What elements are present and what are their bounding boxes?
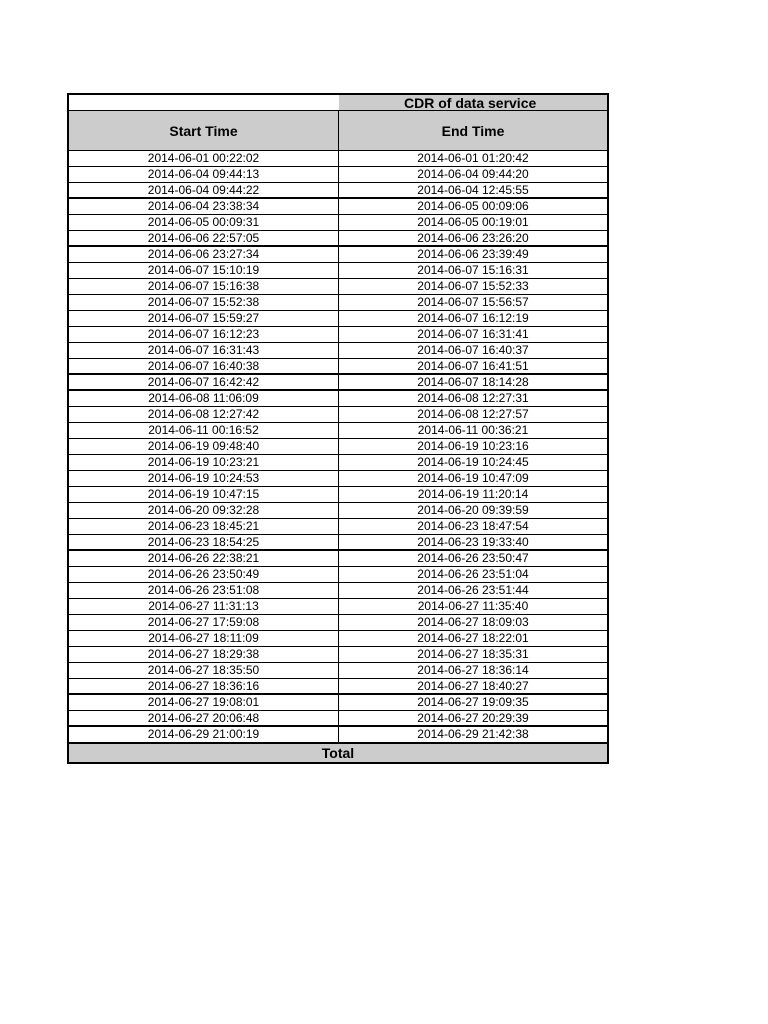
end-time-cell: 2014-06-05 00:09:06 [417, 199, 529, 213]
table-row [69, 231, 607, 247]
start-time-cell: 2014-06-11 00:16:52 [69, 423, 339, 438]
table-row [69, 263, 607, 279]
end-time-cell: 2014-06-05 00:19:01 [417, 215, 529, 229]
table-row [69, 295, 607, 311]
table-row [69, 423, 607, 439]
end-time-cell: 2014-06-06 23:26:20 [417, 231, 529, 245]
table-row [69, 615, 607, 631]
start-time-cell: 2014-06-27 17:59:08 [69, 615, 339, 630]
table-row [69, 503, 607, 519]
end-time-cell: 2014-06-04 09:44:20 [417, 167, 529, 181]
start-time-cell: 2014-06-19 09:48:40 [69, 439, 339, 454]
table-row [69, 471, 607, 487]
end-time-header: End Time [441, 122, 505, 139]
start-time-cell: 2014-06-07 15:16:38 [69, 279, 339, 294]
table-row [69, 311, 607, 327]
table-row [69, 167, 607, 183]
start-time-cell: 2014-06-07 16:31:43 [69, 343, 339, 358]
end-time-cell: 2014-06-27 18:35:31 [417, 647, 529, 661]
start-time-cell: 2014-06-07 15:52:38 [69, 295, 339, 310]
table-row [69, 375, 607, 391]
end-time-cell: 2014-06-11 00:36:21 [417, 423, 529, 437]
table-row [69, 247, 607, 263]
end-time-cell: 2014-06-27 19:09:35 [417, 695, 529, 709]
end-time-cell: 2014-06-19 10:47:09 [417, 471, 529, 485]
table-row [69, 727, 607, 743]
start-time-header: Start Time [69, 111, 339, 150]
start-time-cell: 2014-06-19 10:23:21 [69, 455, 339, 470]
title-blank-cell [69, 95, 339, 110]
start-time-cell: 2014-06-06 22:57:05 [69, 231, 339, 245]
end-time-cell: 2014-06-07 16:31:41 [417, 327, 529, 341]
end-time-cell: 2014-06-27 18:22:01 [417, 631, 529, 645]
end-time-cell: 2014-06-27 20:29:39 [417, 711, 529, 725]
start-time-cell: 2014-06-27 20:06:48 [69, 711, 339, 725]
table-title: CDR of data service [339, 95, 607, 110]
table-row [69, 583, 607, 599]
table-row [69, 631, 607, 647]
start-time-cell: 2014-06-08 11:06:09 [69, 391, 339, 406]
column-header-row [69, 111, 607, 151]
end-time-cell: 2014-06-07 15:52:33 [417, 279, 529, 293]
start-time-cell: 2014-06-07 16:40:38 [69, 359, 339, 373]
start-time-cell: 2014-06-27 11:31:13 [69, 599, 339, 614]
start-time-cell: 2014-06-27 18:11:09 [69, 631, 339, 646]
end-time-cell: 2014-06-04 12:45:55 [417, 183, 529, 197]
end-time-cell: 2014-06-26 23:50:47 [417, 551, 529, 565]
end-time-cell: 2014-06-23 18:47:54 [417, 519, 529, 533]
end-time-cell: 2014-06-27 11:35:40 [417, 599, 529, 613]
start-time-cell: 2014-06-23 18:54:25 [69, 535, 339, 549]
total-row: Total [69, 743, 607, 762]
start-time-cell: 2014-06-08 12:27:42 [69, 407, 339, 422]
table-row [69, 679, 607, 695]
table-row [69, 215, 607, 231]
title-row [69, 95, 607, 111]
start-time-cell: 2014-06-26 23:50:49 [69, 567, 339, 582]
start-time-cell: 2014-06-04 09:44:22 [69, 183, 339, 197]
end-time-cell: 2014-06-27 18:09:03 [417, 615, 529, 629]
cdr-table [67, 93, 609, 764]
end-time-cell: 2014-06-19 10:23:16 [417, 439, 529, 453]
table-row [69, 439, 607, 455]
table-row [69, 551, 607, 567]
end-time-cell: 2014-06-08 12:27:31 [417, 391, 529, 405]
table-row [69, 183, 607, 199]
table-row [69, 567, 607, 583]
end-time-cell: 2014-06-27 18:36:14 [417, 663, 529, 677]
table-row [69, 455, 607, 471]
start-time-cell: 2014-06-27 18:29:38 [69, 647, 339, 662]
start-time-cell: 2014-06-27 18:36:16 [69, 679, 339, 693]
start-time-cell: 2014-06-20 09:32:28 [69, 503, 339, 518]
start-time-cell: 2014-06-26 23:51:08 [69, 583, 339, 598]
start-time-cell: 2014-06-04 23:38:34 [69, 199, 339, 214]
table-row [69, 279, 607, 295]
end-time-cell: 2014-06-27 18:40:27 [417, 679, 529, 693]
table-row [69, 535, 607, 551]
end-time-cell: 2014-06-07 15:56:57 [417, 295, 529, 309]
start-time-cell: 2014-06-05 00:09:31 [69, 215, 339, 230]
end-time-cell: 2014-06-07 15:16:31 [417, 263, 529, 277]
start-time-cell: 2014-06-07 16:12:23 [69, 327, 339, 342]
end-time-cell: 2014-06-26 23:51:04 [417, 567, 529, 581]
start-time-cell: 2014-06-26 22:38:21 [69, 551, 339, 566]
start-time-cell: 2014-06-06 23:27:34 [69, 247, 339, 262]
start-time-cell: 2014-06-07 16:42:42 [69, 375, 339, 389]
table-row [69, 359, 607, 375]
table-row [69, 711, 607, 727]
end-time-cell: 2014-06-08 12:27:57 [417, 407, 529, 421]
table-row [69, 647, 607, 663]
start-time-cell: 2014-06-19 10:47:15 [69, 487, 339, 502]
end-time-cell: 2014-06-29 21:42:38 [417, 727, 529, 741]
start-time-cell: 2014-06-27 19:08:01 [69, 695, 339, 710]
end-time-cell: 2014-06-07 16:12:19 [417, 311, 529, 325]
table-row [69, 199, 607, 215]
start-time-cell: 2014-06-04 09:44:13 [69, 167, 339, 182]
start-time-cell: 2014-06-07 15:10:19 [69, 263, 339, 278]
table-body [69, 151, 607, 743]
end-time-cell: 2014-06-26 23:51:44 [417, 583, 529, 597]
end-time-cell: 2014-06-19 11:20:14 [417, 487, 529, 501]
end-time-cell: 2014-06-19 10:24:45 [417, 455, 529, 469]
table-row [69, 487, 607, 503]
table-row [69, 407, 607, 423]
start-time-cell: 2014-06-19 10:24:53 [69, 471, 339, 486]
start-time-cell: 2014-06-29 21:00:19 [69, 727, 339, 742]
end-time-cell: 2014-06-07 16:40:37 [417, 343, 529, 357]
table-row [69, 151, 607, 167]
end-time-cell: 2014-06-01 01:20:42 [417, 151, 529, 165]
table-row [69, 663, 607, 679]
table-row [69, 391, 607, 407]
table-row [69, 519, 607, 535]
end-time-cell: 2014-06-23 19:33:40 [417, 535, 529, 549]
start-time-cell: 2014-06-01 00:22:02 [69, 151, 339, 166]
end-time-cell: 2014-06-07 16:41:51 [417, 359, 529, 373]
table-row [69, 599, 607, 615]
start-time-cell: 2014-06-27 18:35:50 [69, 663, 339, 678]
start-time-cell: 2014-06-23 18:45:21 [69, 519, 339, 534]
table-row [69, 343, 607, 359]
table-row [69, 327, 607, 343]
end-time-cell: 2014-06-07 18:14:28 [417, 375, 529, 389]
end-time-cell: 2014-06-06 23:39:49 [417, 247, 529, 261]
table-row [69, 695, 607, 711]
start-time-cell: 2014-06-07 15:59:27 [69, 311, 339, 326]
end-time-cell: 2014-06-20 09:39:59 [417, 503, 529, 517]
